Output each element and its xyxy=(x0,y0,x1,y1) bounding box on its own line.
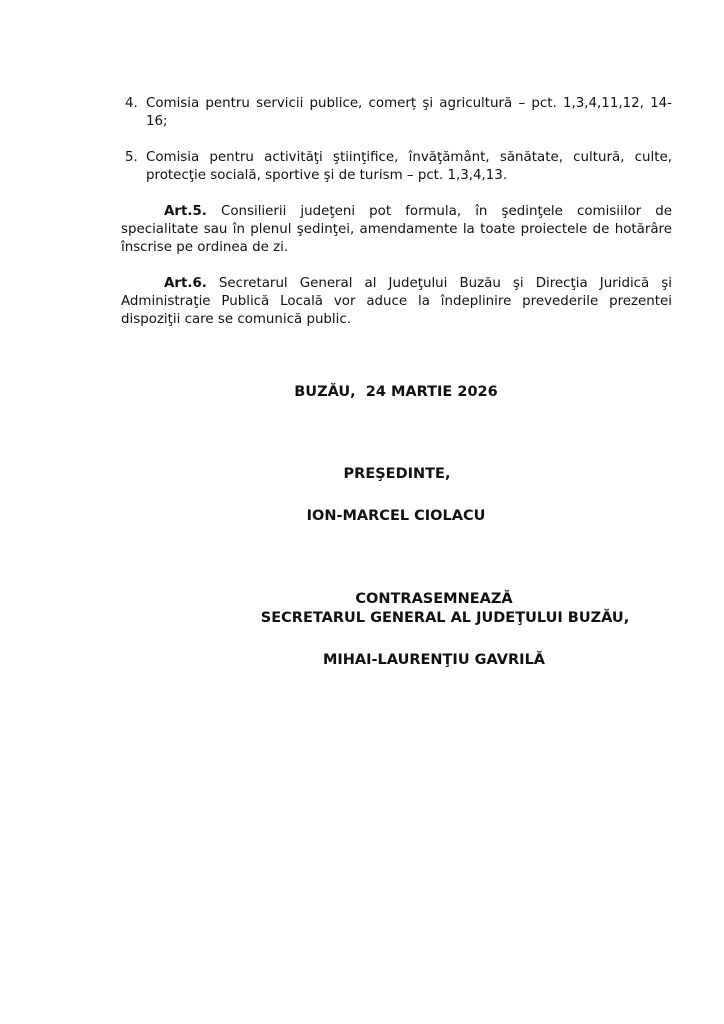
countersign-label: CONTRASEMNEAZĂ xyxy=(355,591,513,607)
secretary-title: SECRETARUL GENERAL AL JUDEŢULUI BUZĂU, xyxy=(260,610,630,626)
president-title: PREŞEDINTE, xyxy=(343,466,451,482)
article-text: Secretarul General al Judeţului Buzău şi Direcţia Juridică şi Administraţie Publică Locală vor aduce la îndeplinire prevederile prezentei dispoziţii care se comunică public. xyxy=(121,276,672,327)
president-name: ION-MARCEL CIOLACU xyxy=(306,508,486,524)
list-text: Comisia pentru activităţi ştiinţifice, învăţământ, sănătate, cultură, culte, protecţie socială, sportive şi de turism – pct. 1,3,4,13. xyxy=(146,150,672,183)
article-text: Consilierii judeţeni pot formula, în şedinţele comisiilor de specialitate sau în plenul şedinţei, amendamente la toate proiectele de hotărâre înscrise pe ordinea de zi. xyxy=(121,204,672,255)
list-number: 4. xyxy=(125,96,138,111)
list-text: Comisia pentru servicii publice, comerț şi agricultură – pct. 1,3,4,11,12, 14-16; xyxy=(146,96,672,129)
article-6 xyxy=(121,275,672,329)
secretary-name: MIHAI-LAURENŢIU GAVRILĂ xyxy=(322,652,546,668)
place-date: BUZĂU, 24 MARTIE 2026 xyxy=(294,384,498,400)
list-number: 5. xyxy=(125,150,138,165)
list-item-commission-4 xyxy=(121,95,672,131)
list-item-commission-5 xyxy=(121,149,672,185)
article-label: Art.6. xyxy=(164,276,207,291)
article-5 xyxy=(121,203,672,257)
article-label: Art.5. xyxy=(164,204,207,219)
